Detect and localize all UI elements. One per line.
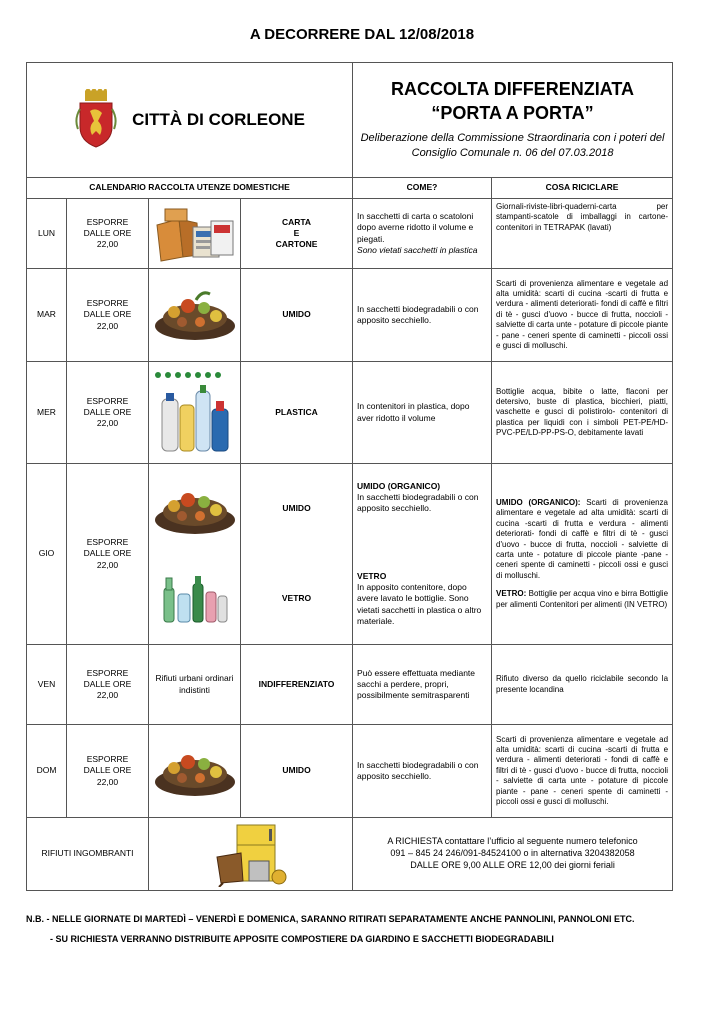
header-row bbox=[27, 63, 673, 178]
day-label: DOM bbox=[27, 725, 67, 818]
main-title: RACCOLTA DIFFERENZIATA bbox=[391, 79, 635, 100]
calendar-column-header: CALENDARIO RACCOLTA UTENZE DOMESTICHE bbox=[27, 178, 353, 199]
table-row bbox=[27, 269, 673, 362]
waste-type-label: UMIDO bbox=[241, 725, 353, 818]
paper-cardboard-icon bbox=[149, 199, 241, 269]
cosa-text: Rifiuto diverso da quello riciclabile secondo la presente locandina bbox=[492, 645, 673, 725]
cosa-text: UMIDO (ORGANICO): Scarti di provenienza alimentare e vegetale ad alta umidità: scarti di cucina -scarti di frutta e verdura - alimenti deteriorati- fondi di caffè e filtri di tè - gusci d'uovo - bucce di frutta, noccioli - salviette di carta unte - potature di piccole piante -pane - ceneri spente di caminetti - piccoli ossi e gusci di molluschi. VETRO: Bottiglie per acqua vino e birra Bottiglie per alimenti Contenitori per alimenti (IN VETRO) bbox=[492, 464, 673, 645]
esporre-text: ESPORRE DALLE ORE 22,00 bbox=[67, 362, 149, 464]
table-row bbox=[27, 362, 673, 464]
bulky-waste-info: A RICHIESTA contattare l’ufficio al seguente numero telefonico 091 – 845 24 246/091-84524100 o in alternativa 3204382058 DALLE ORE 9,00 ALLE ORE 12,00 dei giorni feriali bbox=[353, 818, 673, 891]
esporre-text: ESPORRE DALLE ORE 22,00 bbox=[67, 464, 149, 645]
come-text: In sacchetti biodegradabili o con apposito secchiello. bbox=[353, 269, 492, 362]
glass-bottles-icon bbox=[149, 554, 240, 644]
day-label: LUN bbox=[27, 199, 67, 269]
waste-type-label: CARTA E CARTONE bbox=[241, 199, 353, 269]
cosa-text: Scarti di provenienza alimentare e vegetale ad alta umidità: scarti di cucina -scarti di frutta e verdura - alimenti deteriorati- fondi di caffè e filtri di tè - gusci d'uovo - bucce di frutta, noccioli - salviette di carta unte - potature di piccole piante - pane - ceneri spente di caminetti - piccoli ossi e gusci di molluschi. bbox=[492, 269, 673, 362]
column-header-row bbox=[27, 178, 673, 199]
table-row bbox=[27, 464, 673, 645]
table-row bbox=[27, 199, 673, 269]
cosa-text: Giornali-riviste-libri-quaderni-carta per stampanti-scatole di imballaggi in cartone-contenitori in TETRAPAK (lavati) bbox=[492, 199, 673, 269]
note-compost: - SU RICHIESTA VERRANNO DISTRIBUITE APPOSITE COMPOSTIERE DA GIARDINO E SACCHETTI BIODEGRADABILI bbox=[50, 934, 554, 944]
day-label: MER bbox=[27, 362, 67, 464]
city-header-cell bbox=[27, 63, 353, 178]
undifferentiated-text: Rifiuti urbani ordinari indistinti bbox=[149, 645, 241, 725]
footer-notes bbox=[26, 914, 635, 944]
waste-type-label: INDIFFERENZIATO bbox=[241, 645, 353, 725]
deliberation-text: Deliberazione della Commissione Straordinaria con i poteri del Consiglio Comunale n. 06 del 07.03.2018 bbox=[360, 132, 665, 160]
come-text: In contenitori in plastica, dopo aver ridotto il volume bbox=[353, 362, 492, 464]
organic-and-glass-icons bbox=[149, 464, 241, 645]
organic-waste-icon bbox=[149, 725, 241, 818]
day-label: VEN bbox=[27, 645, 67, 725]
cosa-column-header: COSA RICICLARE bbox=[492, 178, 673, 199]
bulky-waste-label: RIFIUTI INGOMBRANTI bbox=[27, 818, 149, 891]
come-text: In sacchetti biodegradabili o con apposito secchiello. bbox=[353, 725, 492, 818]
effective-date-title: A DECORRERE DAL 12/08/2018 bbox=[249, 26, 475, 43]
waste-type-label: PLASTICA bbox=[241, 362, 353, 464]
waste-type-label: UMIDO bbox=[241, 269, 353, 362]
waste-type-label: UMIDO bbox=[282, 503, 311, 514]
cosa-text: Bottiglie acqua, bibite o latte, flaconi per detersivo, buste di plastica, bicchieri, piatti, vaschette e gusci di polistirolo- contenitori di plastica per liquidi con i simboli PET-PE/HD-PVC-PE/LD-PP-PS-O, debitamente lavati bbox=[492, 362, 673, 464]
come-column-header: COME? bbox=[353, 178, 492, 199]
come-text: Può essere effettuata mediante sacchi a perdere, propri, possibilmente semitrasparenti bbox=[353, 645, 492, 725]
coat-of-arms-icon bbox=[74, 89, 118, 151]
main-subtitle: “PORTA A PORTA” bbox=[431, 102, 594, 123]
cosa-text: Scarti di provenienza alimentare e vegetale ad alta umidità: scarti di cucina -scarti di frutta e verdura - alimenti deteriorati - fondi di caffè e filtri di tè - gusci d'uovo - bucce di frutta, noccioli - salviette di carta unte - potature di piccole piante - pane - ceneri spente di caminetti - piccoli ossi e gusci di molluschi. bbox=[492, 725, 673, 818]
title-header-cell bbox=[353, 63, 673, 178]
organic-waste-icon bbox=[149, 269, 241, 362]
esporre-text: ESPORRE DALLE ORE 22,00 bbox=[67, 725, 149, 818]
table-row bbox=[27, 818, 673, 891]
city-name: CITTÀ DI CORLEONE bbox=[132, 109, 305, 129]
waste-type-cell bbox=[241, 464, 353, 645]
note-diapers: N.B. - NELLE GIORNATE DI MARTEDÌ – VENERDÌ E DOMENICA, SARANNO RITIRATI SEPARATAMENTE ANCHE PANNOLINI, PANNOLONI ETC. bbox=[26, 914, 635, 924]
collection-calendar-table bbox=[26, 62, 673, 891]
esporre-text: ESPORRE DALLE ORE 22,00 bbox=[67, 269, 149, 362]
day-label: MAR bbox=[27, 269, 67, 362]
esporre-text: ESPORRE DALLE ORE 22,00 bbox=[67, 199, 149, 269]
organic-waste-icon bbox=[149, 464, 240, 554]
day-label: GIO bbox=[27, 464, 67, 645]
come-text: In sacchetti di carta o scatoloni dopo averne ridotto il volume e piegati. Sono vietati sacchetti in plastica bbox=[353, 199, 492, 269]
waste-type-label: VETRO bbox=[281, 593, 312, 604]
table-row bbox=[27, 645, 673, 725]
bulky-waste-icon bbox=[149, 818, 353, 891]
plastic-bottles-icon bbox=[149, 362, 241, 464]
come-text: UMIDO (ORGANICO) In sacchetti biodegradabili o con apposito secchiello. VETRO In apposito contenitore, dopo avere lavato le bottiglie. Sono vietati sacchetti in plastica o altro materiale. bbox=[353, 464, 492, 645]
table-row bbox=[27, 725, 673, 818]
esporre-text: ESPORRE DALLE ORE 22,00 bbox=[67, 645, 149, 725]
